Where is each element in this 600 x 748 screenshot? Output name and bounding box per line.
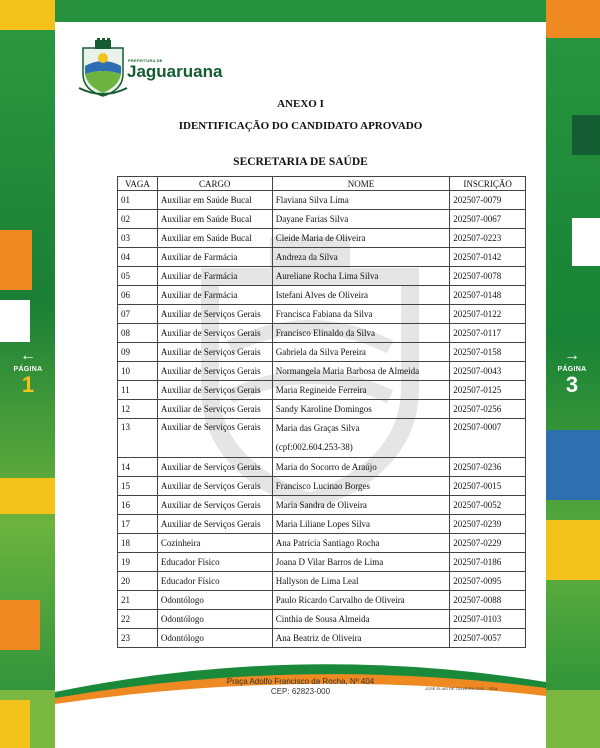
cell-cargo: Auxiliar de Farmácia bbox=[157, 248, 272, 267]
cell-nome: Francisca Fabiana da Silva bbox=[272, 305, 450, 324]
cell-vaga: 10 bbox=[118, 362, 158, 381]
cell-inscricao: 202507-0057 bbox=[450, 629, 526, 648]
cell-vaga: 02 bbox=[118, 210, 158, 229]
cell-vaga: 20 bbox=[118, 572, 158, 591]
cell-cargo: Auxiliar de Serviços Gerais bbox=[157, 515, 272, 534]
cell-vaga: 22 bbox=[118, 610, 158, 629]
identification-title: IDENTIFICAÇÃO DO CANDIDATO APROVADO bbox=[178, 120, 423, 132]
column-header-inscricao: INSCRIÇÃO bbox=[450, 177, 526, 191]
cell-inscricao: 202507-0043 bbox=[450, 362, 526, 381]
cell-inscricao: 202507-0122 bbox=[450, 305, 526, 324]
deco-block bbox=[546, 430, 600, 500]
cell-inscricao: 202507-0256 bbox=[450, 400, 526, 419]
cell-cargo: Auxiliar de Farmácia bbox=[157, 286, 272, 305]
cell-inscricao: 202507-0052 bbox=[450, 496, 526, 515]
brand-name: Jaguaruana bbox=[127, 62, 223, 81]
cell-vaga: 21 bbox=[118, 591, 158, 610]
cell-cargo: Educador Físico bbox=[157, 553, 272, 572]
cell-nome: Francisco Lucinao Borges bbox=[272, 477, 450, 496]
table-row bbox=[118, 229, 526, 248]
deco-block bbox=[546, 0, 600, 38]
cell-nome: Cleide Maria de Oliveira bbox=[272, 229, 450, 248]
deco-block bbox=[546, 520, 600, 580]
cell-inscricao: 202507-0103 bbox=[450, 610, 526, 629]
deco-block bbox=[0, 230, 32, 290]
cell-cargo: Educador Físico bbox=[157, 572, 272, 591]
deco-block bbox=[572, 115, 600, 155]
table-row bbox=[118, 343, 526, 362]
cell-cargo: Auxiliar de Farmácia bbox=[157, 267, 272, 286]
column-header-nome: NOME bbox=[272, 177, 450, 191]
cell-vaga: 18 bbox=[118, 534, 158, 553]
table-row bbox=[118, 553, 526, 572]
table-row bbox=[118, 419, 526, 458]
cell-vaga: 04 bbox=[118, 248, 158, 267]
cell-cargo: Odontólogo bbox=[157, 610, 272, 629]
cell-inscricao: 202507-0236 bbox=[450, 458, 526, 477]
cell-cargo: Cozinheira bbox=[157, 534, 272, 553]
cell-inscricao: 202507-0186 bbox=[450, 553, 526, 572]
cell-nome: Cinthia de Sousa Almeida bbox=[272, 610, 450, 629]
cell-nome: Maria do Socorro de Araújo bbox=[272, 458, 450, 477]
cell-vaga: 08 bbox=[118, 324, 158, 343]
cell-vaga: 15 bbox=[118, 477, 158, 496]
candidate-name: Maria das Graças Silva bbox=[275, 423, 360, 433]
cell-nome: Gabriela da Silva Pereira bbox=[272, 343, 450, 362]
column-header-cargo: CARGO bbox=[157, 177, 272, 191]
cell-inscricao: 202507-0239 bbox=[450, 515, 526, 534]
digital-signature: JOSÉ ELIAS DE OLIVEIRA:3342... 0234 bbox=[425, 686, 498, 691]
cell-nome: Sandy Karoline Domingos bbox=[272, 400, 450, 419]
table-header-row bbox=[118, 177, 526, 191]
prev-page-number: 1 bbox=[21, 372, 35, 397]
table-row bbox=[118, 267, 526, 286]
table-row bbox=[118, 248, 526, 267]
cell-nome: Ana Beatriz de Oliveira bbox=[272, 629, 450, 648]
cell-vaga: 19 bbox=[118, 553, 158, 572]
cell-inscricao: 202507-0125 bbox=[450, 381, 526, 400]
table-row bbox=[118, 477, 526, 496]
table-row bbox=[118, 496, 526, 515]
cell-nome: Ana Patrícia Santiago Rocha bbox=[272, 534, 450, 553]
cell-nome: Dayane Farias Silva bbox=[272, 210, 450, 229]
cell-cargo: Auxiliar de Serviços Gerais bbox=[157, 496, 272, 515]
table-row bbox=[118, 324, 526, 343]
cell-vaga: 03 bbox=[118, 229, 158, 248]
cell-vaga: 01 bbox=[118, 191, 158, 210]
cell-cargo: Auxiliar em Saúde Bucal bbox=[157, 191, 272, 210]
cell-nome: Maria Liliane Lopes Silva bbox=[272, 515, 450, 534]
cell-inscricao: 202507-0142 bbox=[450, 248, 526, 267]
table-row bbox=[118, 191, 526, 210]
cell-nome: Hallyson de Lima Leal bbox=[272, 572, 450, 591]
cell-vaga: 17 bbox=[118, 515, 158, 534]
next-page-button[interactable] bbox=[552, 348, 592, 397]
arrow-right-icon: → bbox=[564, 347, 580, 364]
deco-block bbox=[0, 478, 55, 514]
cell-inscricao: 202507-0079 bbox=[450, 191, 526, 210]
cell-inscricao: 202507-0229 bbox=[450, 534, 526, 553]
cell-nome: Andreza da Silva bbox=[272, 248, 450, 267]
cell-cargo: Auxiliar em Saúde Bucal bbox=[157, 229, 272, 248]
cell-cargo: Auxiliar de Serviços Gerais bbox=[157, 400, 272, 419]
table-row bbox=[118, 305, 526, 324]
cell-inscricao: 202507-0158 bbox=[450, 343, 526, 362]
annex-title: ANEXO I bbox=[277, 98, 324, 110]
cell-nome: Istefani Alves de Oliveira bbox=[272, 286, 450, 305]
cell-vaga: 07 bbox=[118, 305, 158, 324]
cell-cargo: Auxiliar de Serviços Gerais bbox=[157, 362, 272, 381]
deco-block bbox=[572, 218, 600, 266]
cell-vaga: 05 bbox=[118, 267, 158, 286]
cell-vaga: 09 bbox=[118, 343, 158, 362]
cell-nome: Joana D Vilar Barros de Lima bbox=[272, 553, 450, 572]
cell-inscricao: 202507-0015 bbox=[450, 477, 526, 496]
cell-cargo: Odontólogo bbox=[157, 591, 272, 610]
table-row bbox=[118, 610, 526, 629]
cell-nome bbox=[272, 419, 450, 458]
table-row bbox=[118, 400, 526, 419]
cell-inscricao: 202507-0148 bbox=[450, 286, 526, 305]
table-row bbox=[118, 534, 526, 553]
next-page-number: 3 bbox=[565, 372, 579, 397]
approved-candidates-table bbox=[117, 176, 526, 648]
cell-inscricao: 202507-0117 bbox=[450, 324, 526, 343]
table-row bbox=[118, 210, 526, 229]
cell-nome: Maria Sandra de Oliveira bbox=[272, 496, 450, 515]
cell-inscricao: 202507-0078 bbox=[450, 267, 526, 286]
table-row bbox=[118, 381, 526, 400]
cell-nome: Normangela Maria Barbosa de Almeida bbox=[272, 362, 450, 381]
cell-cargo: Auxiliar de Serviços Gerais bbox=[157, 419, 272, 458]
table-row bbox=[118, 458, 526, 477]
prev-page-label: PÁGINA bbox=[13, 366, 43, 373]
cell-cargo: Auxiliar de Serviços Gerais bbox=[157, 324, 272, 343]
cell-cargo: Auxiliar de Serviços Gerais bbox=[157, 458, 272, 477]
brand-subtitle: PREFEITURA DE bbox=[128, 58, 163, 63]
column-header-vaga: VAGA bbox=[118, 177, 158, 191]
cell-vaga: 23 bbox=[118, 629, 158, 648]
arrow-left-icon: ← bbox=[20, 347, 36, 364]
cell-vaga: 12 bbox=[118, 400, 158, 419]
cell-nome: Flaviana Silva Lima bbox=[272, 191, 450, 210]
footer-wave bbox=[55, 652, 546, 748]
cell-nome: Maria Regineide Ferreira bbox=[272, 381, 450, 400]
cell-nome: Aureliane Rocha Lima Silva bbox=[272, 267, 450, 286]
cell-inscricao: 202507-0095 bbox=[450, 572, 526, 591]
cell-inscricao: 202507-0067 bbox=[450, 210, 526, 229]
candidate-cpf: (cpf:002.604.253-38) bbox=[275, 442, 353, 452]
cell-vaga: 06 bbox=[118, 286, 158, 305]
deco-block bbox=[0, 600, 40, 650]
document-page bbox=[55, 22, 546, 748]
table-row bbox=[118, 515, 526, 534]
cell-inscricao: 202507-0223 bbox=[450, 229, 526, 248]
cell-vaga: 13 bbox=[118, 419, 158, 458]
deco-block bbox=[0, 300, 30, 342]
cell-cargo: Auxiliar de Serviços Gerais bbox=[157, 305, 272, 324]
department-title: SECRETARIA DE SAÚDE bbox=[233, 156, 368, 168]
prev-page-button[interactable] bbox=[8, 348, 48, 397]
cell-cargo: Auxiliar de Serviços Gerais bbox=[157, 477, 272, 496]
cell-inscricao: 202507-0088 bbox=[450, 591, 526, 610]
cell-cargo: Auxiliar em Saúde Bucal bbox=[157, 210, 272, 229]
deco-block bbox=[0, 700, 30, 748]
cell-cargo: Auxiliar de Serviços Gerais bbox=[157, 343, 272, 362]
table-row bbox=[118, 629, 526, 648]
cell-nome: Paulo Ricardo Carvalho de Oliveira bbox=[272, 591, 450, 610]
cell-vaga: 14 bbox=[118, 458, 158, 477]
cell-inscricao: 202507-0007 bbox=[450, 419, 526, 458]
table-row bbox=[118, 591, 526, 610]
address-line-1: Praça Adolfo Francisco da Rocha, Nº 404 bbox=[226, 677, 375, 686]
cell-vaga: 16 bbox=[118, 496, 158, 515]
next-page-label: PÁGINA bbox=[557, 366, 587, 373]
table-row bbox=[118, 572, 526, 591]
deco-block bbox=[0, 0, 55, 30]
cell-vaga: 11 bbox=[118, 381, 158, 400]
address-line-2: CEP: 62823-000 bbox=[270, 687, 331, 696]
cell-cargo: Auxiliar de Serviços Gerais bbox=[157, 381, 272, 400]
table-row bbox=[118, 362, 526, 381]
table-row bbox=[118, 286, 526, 305]
cell-nome: Francisco Elinaldo da Silva bbox=[272, 324, 450, 343]
cell-cargo: Odontólogo bbox=[157, 629, 272, 648]
